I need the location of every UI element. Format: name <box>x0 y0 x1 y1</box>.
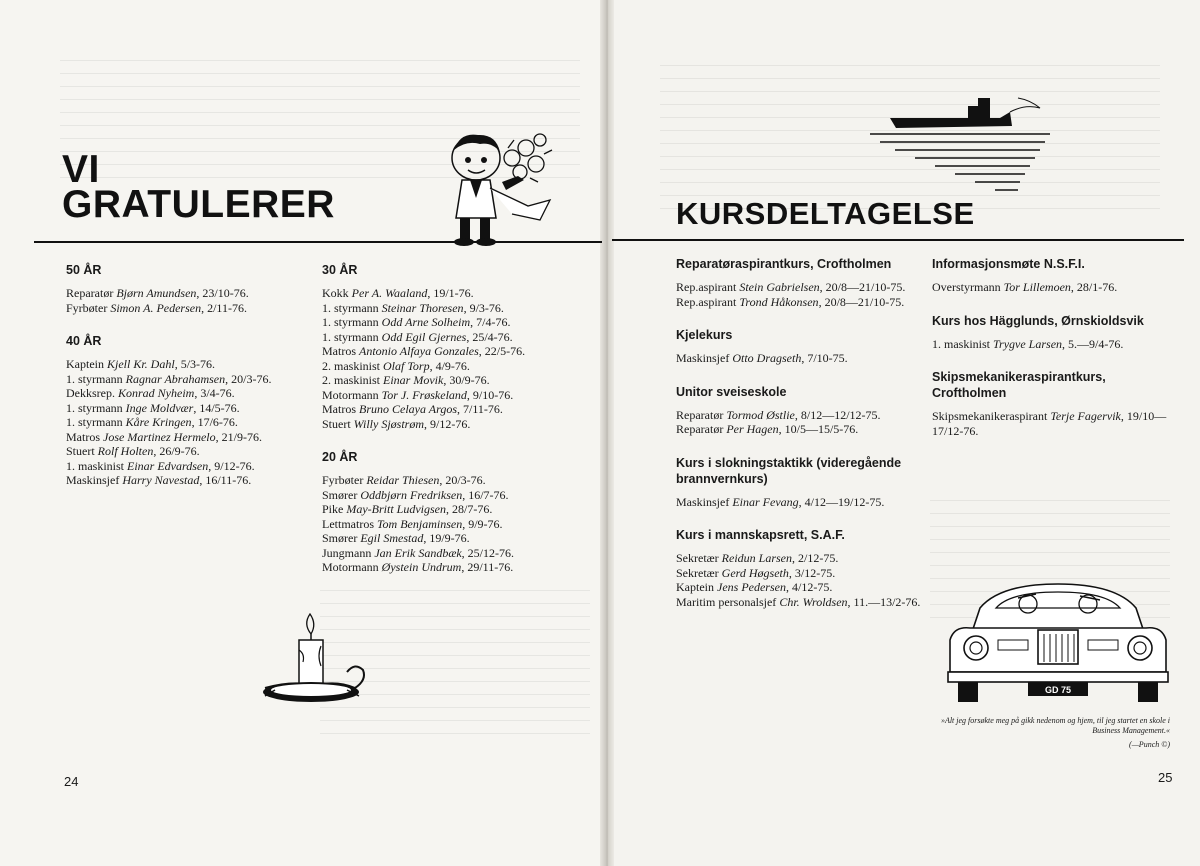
entry-name: Tor J. Frøskeland <box>381 387 467 402</box>
section-heading: Kurs i mannskapsrett, S.A.F. <box>676 528 845 542</box>
course-section <box>932 369 1172 438</box>
entry-role: Kaptein <box>66 357 104 371</box>
section-heading: Kurs hos Hägglunds, Ørnskioldsvik <box>932 313 1144 328</box>
entry-row: Lettmatros Tom Benjaminsen, 9/9-76. <box>322 516 503 531</box>
entry-role: Maritim personalsjef <box>676 594 777 609</box>
section-heading: Kjelekurs <box>676 328 733 342</box>
entry-role: Maskinsjef <box>676 351 730 365</box>
entry-name: Reidar Thiesen <box>366 473 440 487</box>
entry-role: 1. styrmann <box>66 371 123 386</box>
entry-date: 21/9-76. <box>221 429 262 444</box>
entry-name: Antonio Alfaya Gonzales <box>359 344 479 358</box>
entry-role: Fyrbøter <box>322 473 364 487</box>
entry-name: Tor Lillemoen <box>1003 280 1071 294</box>
entry-role: Dekksrep. <box>66 386 115 400</box>
entry-name: Harry Navestad <box>122 473 200 487</box>
entry-date: 20/3-76. <box>231 371 272 386</box>
caption-text: »Alt jeg forsøkte meg på gikk nedenom og hjem, til jeg startet en skole i Business Management.« <box>940 716 1170 735</box>
page-number-right: 25 <box>1158 770 1173 785</box>
entry-date: 8/12—12/12-75. <box>800 407 881 422</box>
entry-name: Otto Dragseth <box>732 351 802 365</box>
entry-row: Overstyrmann Tor Lillemoen, 28/1-76. <box>932 280 1118 294</box>
entry-date: 5.—9/4-76. <box>1068 336 1124 351</box>
entry-date: 28/1-76. <box>1076 280 1118 294</box>
course-section <box>66 262 316 315</box>
entry-role: Rep.aspirant <box>676 280 737 294</box>
course-section <box>66 333 316 488</box>
entry-name: Jens Pedersen <box>717 580 786 594</box>
entry-name: Stein Gabrielsen <box>739 280 820 294</box>
entry-date: 20/8—21/10-75. <box>824 294 905 309</box>
entry-row: Kokk Per A. Waaland, 19/1-76. <box>322 286 474 300</box>
entry-role: Jungmann <box>322 545 372 560</box>
entry-role: Sekretær <box>676 551 719 565</box>
entry-name: Tom Benjaminsen <box>376 516 463 531</box>
entry-row: 1. styrmann Odd Egil Gjernes, 25/4-76. <box>322 329 513 344</box>
title-line-1: VI <box>62 148 100 191</box>
entry-date: 9/12-76. <box>430 416 471 431</box>
entry-date: 26/9-76. <box>159 444 200 458</box>
entry-name: Rolf Holten <box>97 444 154 458</box>
section-heading: 50 ÅR <box>66 263 102 277</box>
entry-date: 19/10—17/12-76. <box>932 409 1167 438</box>
entry-date: 9/12-76. <box>214 458 255 473</box>
entry-role: Sekretær <box>676 565 719 580</box>
course-section <box>676 384 926 437</box>
entry-role: Stuert <box>66 444 95 458</box>
entry-row: Reparatør Tormod Østlie, 8/12—12/12-75. <box>676 407 881 422</box>
entry-date: 16/7-76. <box>468 487 509 502</box>
entry-role: 1. maskinist <box>66 458 125 473</box>
entry-date: 10/5—15/5-76. <box>784 422 859 436</box>
entry-date: 20/8—21/10-75. <box>825 280 906 294</box>
page-number-left: 24 <box>64 774 79 789</box>
entry-role: Smører <box>322 487 358 502</box>
cartoon-caption <box>930 716 1170 750</box>
entry-row: Sekretær Gerd Høgseth, 3/12-75. <box>676 565 836 580</box>
entry-name: Trygve Larsen <box>993 336 1063 351</box>
section-heading: Kurs i slokningstaktikk (videregående brannvernkurs) <box>676 455 902 486</box>
ship-illustration <box>860 90 1060 200</box>
entry-name: Olaf Torp <box>383 358 430 373</box>
entry-name: Bjørn Amundsen <box>116 286 197 300</box>
entry-name: Reidun Larsen <box>721 551 792 565</box>
entry-row: Pike May-Britt Ludvigsen, 28/7-76. <box>322 502 493 516</box>
page-title-right: KURSDELTAGELSE <box>676 196 975 231</box>
entry-date: 4/12—19/12-75. <box>804 494 885 509</box>
entry-row: 1. styrmann Inge Moldvær, 14/5-76. <box>66 400 240 415</box>
entry-name: Egil Smestad <box>360 531 424 545</box>
entry-row: 2. maskinist Olaf Torp, 4/9-76. <box>322 358 470 373</box>
entry-role: Matros <box>66 429 100 444</box>
entry-role: Matros <box>322 402 356 416</box>
left-column-2 <box>322 262 572 593</box>
entry-date: 2/12-75. <box>798 551 839 565</box>
entry-role: 1. styrmann <box>66 415 123 429</box>
entry-name: Konrad Nyheim <box>117 386 195 400</box>
entry-date: 22/5-76. <box>484 344 526 358</box>
entry-name: Odd Arne Solheim <box>381 315 471 329</box>
entry-row: Sekretær Reidun Larsen, 2/12-75. <box>676 551 839 565</box>
entry-name: Inge Moldvær <box>125 400 194 415</box>
entry-date: 19/9-76. <box>429 531 470 545</box>
entry-date: 30/9-76. <box>449 373 490 387</box>
entry-role: 2. maskinist <box>322 358 381 373</box>
page-title-left <box>62 148 335 226</box>
entry-date: 9/9-76. <box>468 516 503 531</box>
entry-role: Stuert <box>322 416 351 431</box>
entry-date: 7/11-76. <box>463 402 503 416</box>
entry-row: Motormann Øystein Undrum, 29/11-76. <box>322 560 514 574</box>
entry-row: Fyrbøter Reidar Thiesen, 20/3-76. <box>322 473 486 487</box>
entry-role: Motormann <box>322 560 379 574</box>
entry-date: 14/5-76. <box>199 400 240 415</box>
entry-name: Ragnar Abrahamsen <box>125 371 226 386</box>
entry-row: Reparatør Bjørn Amundsen, 23/10-76. <box>66 286 249 300</box>
entry-date: 2/11-76. <box>207 300 247 315</box>
entry-row: Kaptein Kjell Kr. Dahl, 5/3-76. <box>66 357 216 371</box>
entry-name: Per Hagen <box>726 422 779 436</box>
entry-date: 28/7-76. <box>452 502 493 516</box>
entry-date: 19/1-76. <box>433 286 474 300</box>
entry-date: 9/10-76. <box>472 387 514 402</box>
entry-row: 1. styrmann Odd Arne Solheim, 7/4-76. <box>322 315 511 329</box>
entry-role: 1. styrmann <box>66 400 123 415</box>
entry-row: Rep.aspirant Trond Håkonsen, 20/8—21/10-75. <box>676 294 905 309</box>
entry-row: Dekksrep. Konrad Nyheim, 3/4-76. <box>66 386 235 400</box>
entry-role: 2. maskinist <box>322 373 381 387</box>
entry-name: Trond Håkonsen <box>739 294 819 309</box>
section-heading: 40 ÅR <box>66 334 102 348</box>
caption-source: (—Punch ©) <box>1129 740 1170 749</box>
entry-row: Stuert Willy Sjøstrøm, 9/12-76. <box>322 416 471 431</box>
entry-name: Jan Erik Sandbæk <box>374 545 462 560</box>
entry-role: Kaptein <box>676 580 714 594</box>
entry-row: Fyrbøter Simon A. Pedersen, 2/11-76. <box>66 300 247 315</box>
right-column-2 <box>932 256 1172 456</box>
entry-role: Overstyrmann <box>932 280 1001 294</box>
entry-row: 1. maskinist Trygve Larsen, 5.—9/4-76. <box>932 336 1124 351</box>
entry-row: Maskinsjef Einar Fevang, 4/12—19/12-75. <box>676 494 885 509</box>
entry-role: Skipsmekanikeraspirant <box>932 409 1048 423</box>
left-column-1 <box>66 262 316 506</box>
course-section <box>676 527 926 609</box>
course-section <box>932 256 1172 295</box>
entry-name: Einar Edvardsen <box>127 458 209 473</box>
entry-row: 1. maskinist Einar Edvardsen, 9/12-76. <box>66 458 255 473</box>
entry-name: Willy Sjøstrøm <box>353 416 425 431</box>
section-heading: 20 ÅR <box>322 450 358 464</box>
section-heading: 30 ÅR <box>322 263 358 277</box>
entry-role: Pike <box>322 502 344 516</box>
entry-name: Jose Martinez Hermelo <box>103 429 216 444</box>
entry-row: Matros Jose Martinez Hermelo, 21/9-76. <box>66 429 262 444</box>
course-section <box>676 455 926 510</box>
section-heading: Skipsmekanikeraspirantkurs, Croftholmen <box>932 370 1106 400</box>
entry-name: Terje Fagervik <box>1050 409 1121 423</box>
entry-row: Smører Egil Smestad, 19/9-76. <box>322 531 470 545</box>
entry-role: Lettmatros <box>322 516 374 531</box>
entry-row: Motormann Tor J. Frøskeland, 9/10-76. <box>322 387 514 402</box>
section-heading: Informasjonsmøte N.S.F.I. <box>932 257 1085 271</box>
entry-row: Matros Bruno Celaya Argos, 7/11-76. <box>322 402 503 416</box>
entry-row: Reparatør Per Hagen, 10/5—15/5-76. <box>676 422 859 436</box>
entry-date: 7/4-76. <box>476 315 511 329</box>
entry-name: Steinar Thoresen <box>381 300 464 315</box>
entry-name: Einar Movik <box>383 373 444 387</box>
entry-row: Skipsmekanikeraspirant Terje Fagervik, 19/10—17/12-76. <box>932 409 1167 438</box>
entry-date: 3/12-75. <box>794 565 836 580</box>
entry-row: 1. styrmann Steinar Thoresen, 9/3-76. <box>322 300 504 315</box>
entry-role: Smører <box>322 531 358 545</box>
entry-date: 20/3-76. <box>445 473 486 487</box>
entry-date: 7/10-75. <box>807 351 848 365</box>
flower-boy-illustration <box>440 118 560 248</box>
entry-role: 1. maskinist <box>932 336 991 351</box>
right-title-rule <box>612 239 1184 241</box>
entry-row: Smører Oddbjørn Fredriksen, 16/7-76. <box>322 487 509 502</box>
entry-row: Maskinsjef Harry Navestad, 16/11-76. <box>66 473 252 487</box>
entry-row: Matros Antonio Alfaya Gonzales, 22/5-76. <box>322 344 526 358</box>
entry-name: Kjell Kr. Dahl <box>107 357 175 371</box>
entry-role: Rep.aspirant <box>676 294 737 309</box>
entry-row: Stuert Rolf Holten, 26/9-76. <box>66 444 200 458</box>
section-heading: Unitor sveiseskole <box>676 384 787 399</box>
right-column-1 <box>676 256 926 627</box>
entry-row: Kaptein Jens Pedersen, 4/12-75. <box>676 580 833 594</box>
book-gutter <box>600 0 614 866</box>
entry-role: 1. styrmann <box>322 300 379 315</box>
section-heading: Reparatøraspirantkurs, Croftholmen <box>676 257 892 271</box>
entry-name: Kåre Kringen <box>125 415 192 429</box>
course-section <box>322 449 572 575</box>
entry-name: Gerd Høgseth <box>721 565 789 580</box>
entry-name: Einar Fevang <box>732 494 799 509</box>
entry-name: Øystein Undrum <box>381 560 462 574</box>
entry-name: Chr. Wroldsen <box>779 594 848 609</box>
car-cartoon-illustration <box>940 578 1176 706</box>
entry-name: May-Britt Ludvigsen <box>346 502 446 516</box>
entry-role: Reparatør <box>676 407 724 422</box>
course-section <box>932 313 1172 352</box>
entry-date: 29/11-76. <box>467 560 514 574</box>
entry-name: Simon A. Pedersen <box>110 300 202 315</box>
entry-row: Maritim personalsjef Chr. Wroldsen, 11.—13/2-76. <box>676 594 921 609</box>
entry-date: 25/4-76. <box>472 329 513 344</box>
entry-role: Fyrbøter <box>66 300 108 315</box>
entry-role: Reparatør <box>66 286 114 300</box>
entry-date: 4/9-76. <box>435 358 470 373</box>
course-section <box>676 256 926 309</box>
course-section <box>322 262 572 431</box>
entry-role: Maskinsjef <box>676 494 730 509</box>
entry-date: 17/6-76. <box>197 415 238 429</box>
entry-role: Motormann <box>322 387 379 402</box>
entry-row: Jungmann Jan Erik Sandbæk, 25/12-76. <box>322 545 515 560</box>
entry-date: 16/11-76. <box>205 473 252 487</box>
entry-row: Rep.aspirant Stein Gabrielsen, 20/8—21/10-75. <box>676 280 906 294</box>
course-section <box>676 327 926 366</box>
entry-date: 11.—13/2-76. <box>853 594 921 609</box>
entry-role: 1. styrmann <box>322 329 379 344</box>
entry-name: Per A. Waaland <box>351 286 428 300</box>
entry-name: Bruno Celaya Argos <box>359 402 457 416</box>
entry-date: 23/10-76. <box>202 286 249 300</box>
entry-row: 2. maskinist Einar Movik, 30/9-76. <box>322 373 490 387</box>
entry-role: Kokk <box>322 286 349 300</box>
car-license-plate: GD 75 <box>1044 685 1072 695</box>
entry-date: 5/3-76. <box>180 357 216 371</box>
entry-role: Reparatør <box>676 422 724 436</box>
entry-row: Maskinsjef Otto Dragseth, 7/10-75. <box>676 351 848 365</box>
entry-role: Matros <box>322 344 356 358</box>
candle-illustration <box>255 610 375 710</box>
entry-role: Maskinsjef <box>66 473 120 487</box>
left-title-rule <box>34 241 602 243</box>
entry-name: Odd Egil Gjernes <box>381 329 467 344</box>
entry-date: 9/3-76. <box>469 300 504 315</box>
title-line-2: GRATULERER <box>62 183 335 226</box>
entry-name: Oddbjørn Fredriksen <box>360 487 463 502</box>
entry-role: 1. styrmann <box>322 315 379 329</box>
entry-date: 25/12-76. <box>467 545 515 560</box>
entry-name: Tormod Østlie <box>726 407 795 422</box>
entry-row: 1. styrmann Ragnar Abrahamsen, 20/3-76. <box>66 371 272 386</box>
entry-row: 1. styrmann Kåre Kringen, 17/6-76. <box>66 415 238 429</box>
entry-date: 3/4-76. <box>200 386 235 400</box>
entry-date: 4/12-75. <box>791 580 833 594</box>
